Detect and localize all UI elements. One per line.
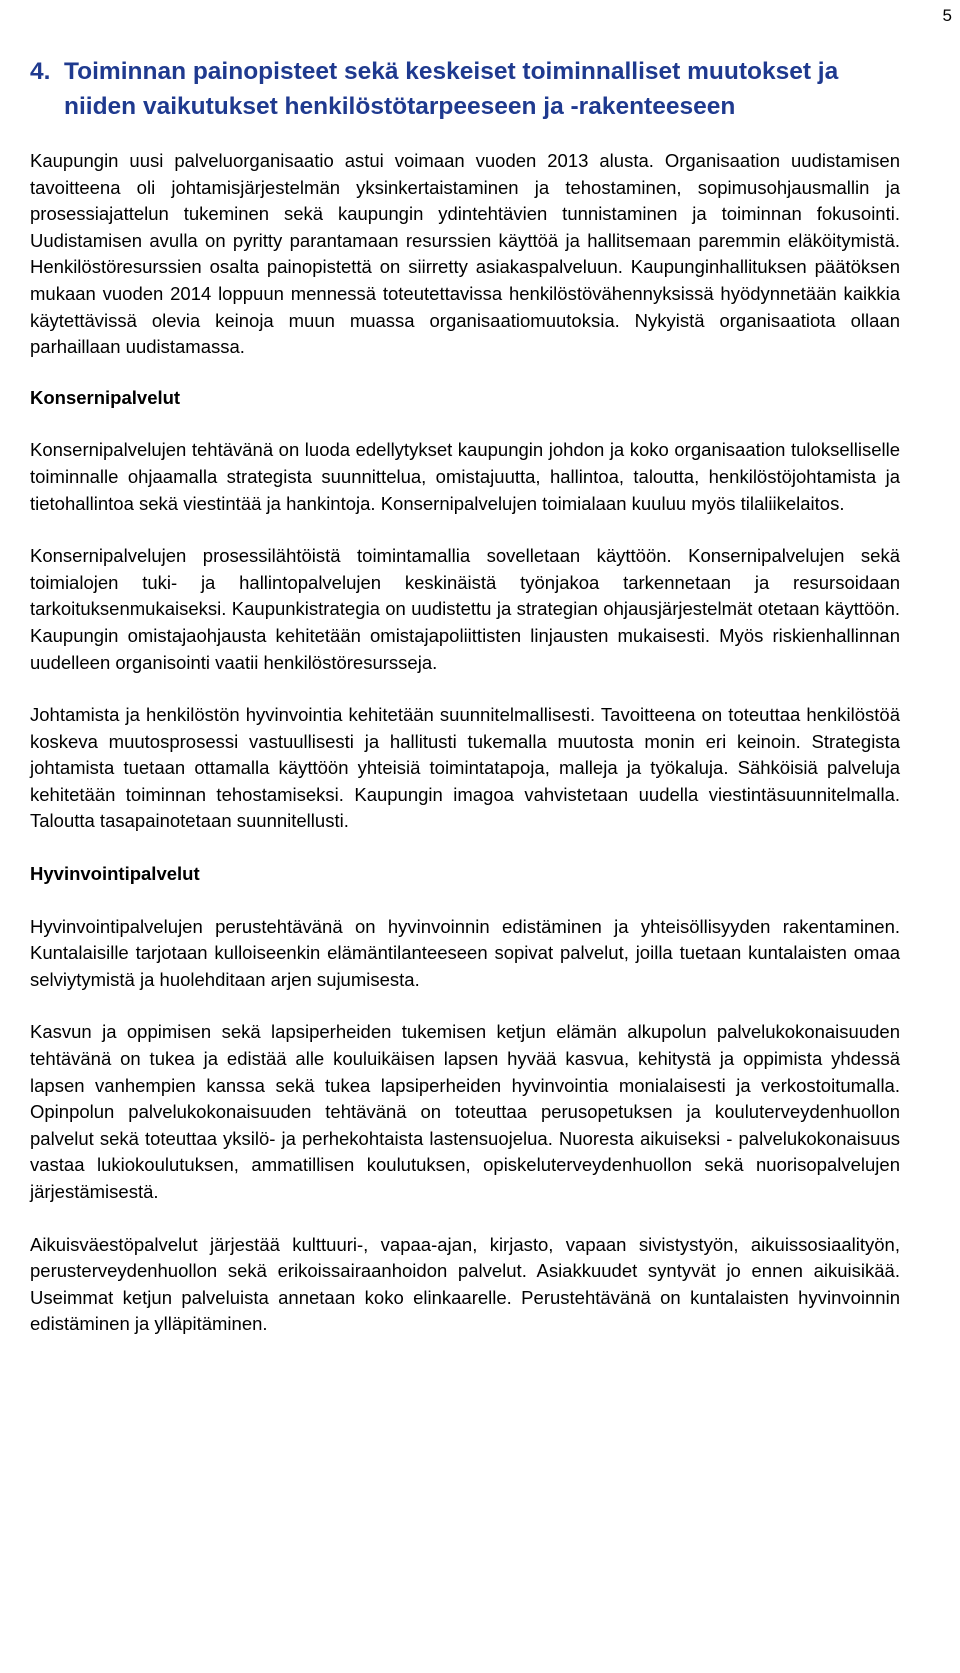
document-page — [30, 0, 900, 1338]
konsernipalvelut-paragraph-1: Konsernipalvelujen tehtävänä on luoda edellytykset kaupungin johdon ja koko organisaation tulokselliselle toiminnalle ohjaamalla strategista suunnittelua, omistajuutta, hallintoa, taloutta, henkilöstöjohtamista ja tietohallintoa sekä viestintää ja hankintoja. Konsernipalvelujen toimialaan kuuluu myös tilaliikelaitos. — [30, 439, 900, 514]
intro-paragraph: Kaupungin uusi palveluorganisaatio astui voimaan vuoden 2013 alusta. Organisaation uudistamisen tavoitteena oli johtamisjärjestelmän yksinkertaistaminen ja tehostaminen, sopimusohjausmallin ja prosessiajattelun tukeminen sekä kaupungin ydintehtävien tunnistaminen ja toiminnan fokusointi. Uudistamisen avulla on pyritty parantamaan resurssien käyttöä ja hallitsemaan paremmin eläköitymistä. Henkilöstöresurssien osalta painopistettä on siirretty asiakaspalveluun. Kaupunginhallituksen päätöksen mukaan vuoden 2014 loppuun mennessä toteutettavissa henkilöstövähennyksissä hyödynnetään kaikkia käytettävissä olevia keinoja muun muassa organisaatiomuutoksia. Nykyistä organisaatiota ollaan parhaillaan uudistamassa. — [30, 150, 900, 358]
konsernipalvelut-paragraph-3: Johtamista ja henkilöstön hyvinvointia kehitetään suunnitelmallisesti. Tavoitteena on toteuttaa henkilöstöä koskeva muutosprosessi vastuullisesti ja hallitusti tukemalla muutosta monin eri keinoin. Strategista johtamista tuetaan ottamalla käyttöön yhteisiä toimintatapoja, malleja ja työkaluja. Sähköisiä palveluja kehitetään toiminnan tehostamiseksi. Kaupungin imagoa vahvistetaan uudella viestintäsuunnitelmalla. Taloutta tasapainotetaan suunnitellusti. — [30, 704, 900, 832]
chapter-title: Toiminnan painopisteet sekä keskeiset toiminnalliset muutokset ja niiden vaikutukset henkilöstötarpeeseen ja -rakenteeseen — [64, 58, 839, 120]
hyvinvointipalvelut-paragraph-3: Aikuisväestöpalvelut järjestää kulttuuri-, vapaa-ajan, kirjasto, vapaan sivistystyön, aikuissosiaalityön, perusterveydenhuollon sekä erikoissairaanhoidon palvelut. Asiakkuudet syntyvät jo ennen aikuisikää. Useimmat ketjun palveluista annetaan koko elinkaarelle. Perustehtävänä on kuntalaisten hyvinvoinnin edistäminen ja ylläpitäminen. — [30, 1233, 900, 1335]
chapter-heading — [30, 54, 900, 124]
hyvinvointipalvelut-paragraph-1: Hyvinvointipalvelujen perustehtävänä on hyvinvoinnin edistäminen ja yhteisöllisyyden rakentaminen. Kuntalaisille tarjotaan kulloiseenkin elämäntilanteeseen sopivat palvelut, joilla tuetaan kuntalaisten omaa selviytymistä ja huolehditaan arjen sujumisesta. — [30, 915, 900, 990]
konsernipalvelut-paragraph-2: Konsernipalvelujen prosessilähtöistä toimintamallia sovelletaan käyttöön. Konsernipalvelujen sekä toimialojen tuki- ja hallintopalvelujen keskinäistä työnjakoa tarkennetaan ja resursoidaan tarkoituksenmukaiseksi. Kaupunkistrategia on uudistettu ja strategian ohjausjärjestelmät otetaan käyttöön. Kaupungin omistajaohjausta kehitetään omistajapoliittisten linjausten mukaisesti. Myös riskienhallinnan uudelleen organisointi vaatii henkilöstöresursseja. — [30, 545, 900, 673]
section-heading-hyvinvointipalvelut: Hyvinvointipalvelut — [30, 863, 200, 885]
section-heading-konsernipalvelut: Konsernipalvelut — [30, 386, 181, 408]
chapter-number: 4. — [30, 58, 51, 85]
hyvinvointipalvelut-paragraph-2: Kasvun ja oppimisen sekä lapsiperheiden tukemisen ketjun elämän alkupolun palvelukokonaisuuden tehtävänä on tukea ja edistää alle kouluikäisen lapsen hyvää kasvua, kehitystä ja oppimista yhdessä lapsen vanhempien kanssa sekä tukea lapsiperheiden hyvinvointia monialaisesti ja verkostoitumalla. Opinpolun palvelukokonaisuuden tehtävänä on toteuttaa perusopetuksen ja kouluterveydenhuollon palvelut sekä toteuttaa yksilö- ja perhekohtaista lastensuojelua. Nuoresta aikuiseksi - palvelukokonaisuus vastaa lukiokoulutuksen, ammatillisen koulutuksen, opiskeluterveydenhuollon sekä nuorisopalvelujen järjestämisestä. — [30, 1021, 900, 1202]
page-number: 5 — [942, 6, 952, 25]
